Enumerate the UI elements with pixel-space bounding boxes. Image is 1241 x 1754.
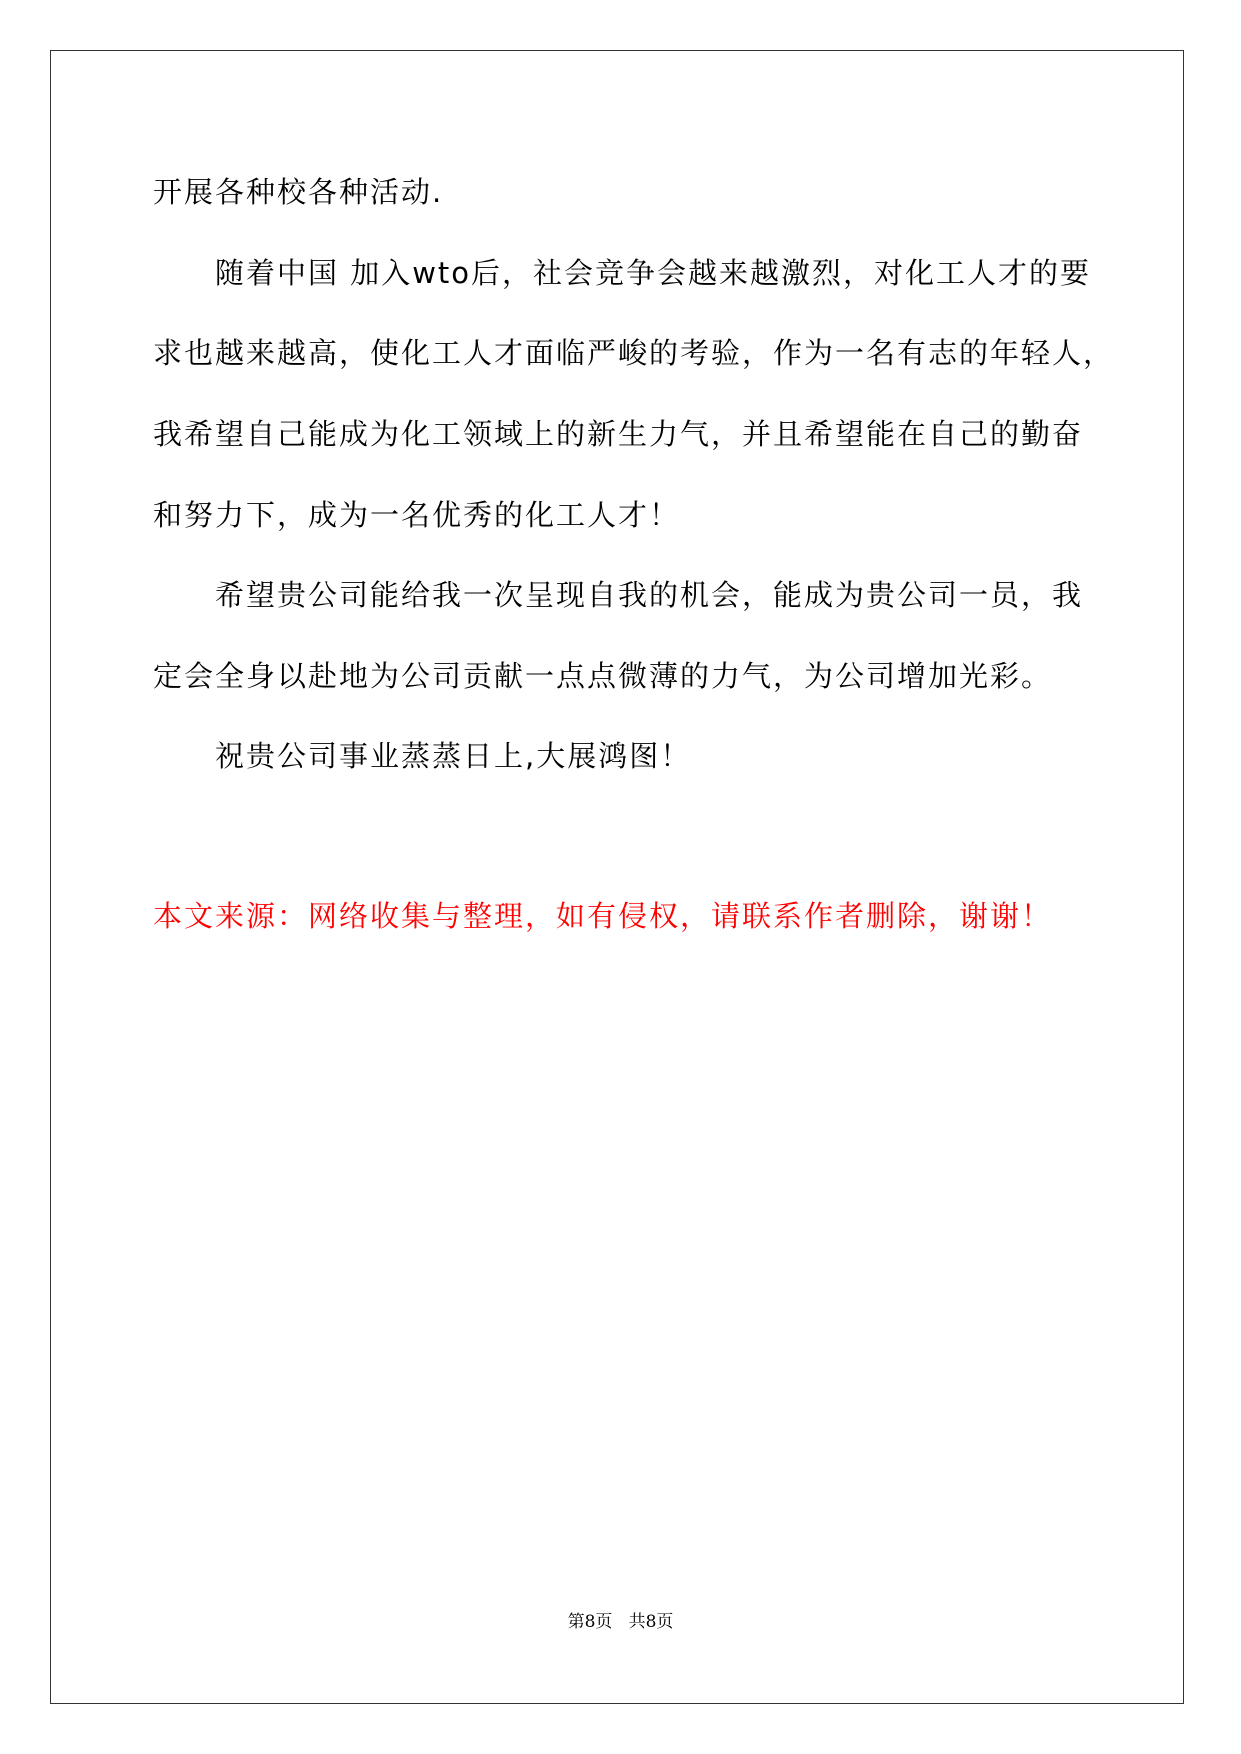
paragraph-start-line: 随着中国 加入wto后，社会竞争会越来越激烈，对化工人才的要 [215, 256, 1092, 290]
page-number-footer: 第8页 共8页 [567, 1612, 674, 1632]
body-line: 和努力下，成为一名优秀的化工人才！ [153, 498, 681, 532]
closing-line: 祝贵公司事业蒸蒸日上,大展鸿图！ [215, 739, 692, 773]
body-line: 定会全身以赴地为公司贡献一点点微薄的力气，为公司增加光彩。 [153, 659, 1053, 693]
body-line: 我希望自己能成为化工领域上的新生力气，并且希望能在自己的勤奋 [153, 417, 1084, 451]
paragraph-start-line: 希望贵公司能给我一次呈现自我的机会，能成为贵公司一员，我 [215, 578, 1084, 612]
body-line: 求也越来越高，使化工人才面临严峻的考验，作为一名有志的年轻人， [153, 336, 1115, 370]
source-note: 本文来源：网络收集与整理，如有侵权，请联系作者删除，谢谢！ [153, 899, 1053, 933]
body-line: 开展各种校各种活动. [153, 175, 444, 209]
page-border [50, 50, 1184, 1704]
